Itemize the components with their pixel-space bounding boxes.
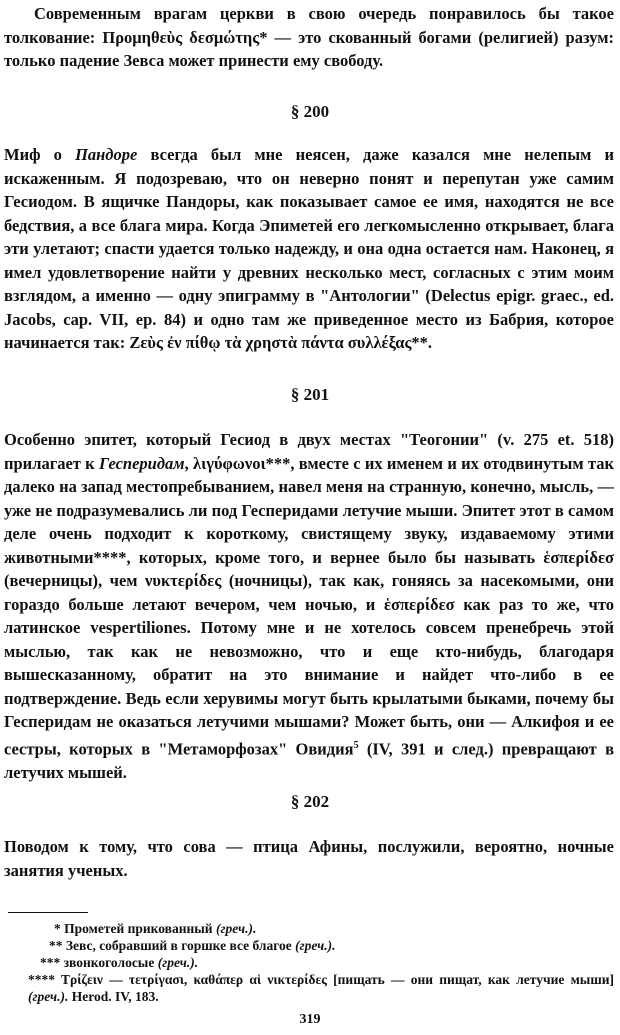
s200-text-5: **. <box>411 333 433 352</box>
section-heading-202: § 202 <box>290 792 330 811</box>
section-200-paragraph <box>4 143 614 355</box>
s200-greek-quote: Ζεὺς ἐν πίθῳ τὰ χρηστὰ πάντα συλλέξας <box>129 333 412 352</box>
section-201-paragraph <box>4 428 614 784</box>
footnotes <box>4 920 614 1005</box>
intro-paragraph <box>4 2 614 73</box>
section-202-paragraph: Поводом к тому, что сова — птица Афины, послужили, вероятно, ночные занятия ученых. <box>4 837 614 880</box>
footnote-2: ** Зевс, собравший в горшке все благое (греч.). <box>49 938 336 953</box>
s200-pandora: Пандоре <box>75 145 138 164</box>
footnote-3: *** звонкоголосые (греч.). <box>40 955 199 970</box>
s201-greek-1: λιγύφωνοι <box>193 453 266 473</box>
page-number: 319 <box>299 1012 321 1027</box>
s201-greek-3: νυκτερίδες <box>145 571 222 590</box>
intro-text-2: * — это скованный богами (религией) разум: только падение Зевса может принести ему свободу. <box>4 27 614 70</box>
s200-text-3: всегда был мне неясен, даже казался мне нелепым и искаженным. Я подозреваю, что он неверно понят и перепутан уже самим Гесиодом. В ящичке Пандоры, как показывает самое ее имя, находятся не все бедствия, а все блага мира. Когда Эпиметей его легкомысленно открывает, блага эти улетают; спасти удается только надежду, и она одна остается нам. Наконец, я имел удовлетворение найти у древних несколько мест, согласных с этим моим взглядом, а именно — одну эпиграмму в "Антологии" (Delectus epigr. graec., ed. Jacobs, cap. VII, ep. 84) и одно там же приведенное место из Бабрия, которое начинается так: <box>4 145 614 352</box>
s201-text-9: (ночницы), так как, гоняясь за насекомыми, они гораздо больше летают вечером, чем ночью, и <box>4 571 614 614</box>
s201-text-13: (IV, 391 и след.) превращают в летучих мышей. <box>4 739 614 782</box>
s201-superscript: 5 <box>353 739 359 751</box>
intro-greek-title: Προμηθεὺς δεσμώτης <box>102 27 260 47</box>
s201-text-5: ***, вместе с их именем и их отодвинутым так далеко на запад местопребыванием, навел меня на странную, конечно, мысль, — уже не подразумевались ли под Гесперидами летучие мыши. Эпитет этот в самом деле очень подходит к короткому, свистящему звуку, издаваемому этими животными****, которых, кроме того, и вернее было бы называть <box>4 453 615 567</box>
s201-greek-4: ἑσπερίδεσ <box>383 594 455 614</box>
s201-greek-2: ἑσπερίδεσ <box>543 547 614 567</box>
footnote-divider <box>8 912 88 913</box>
s201-text-3: , <box>184 453 193 473</box>
section-heading-201: § 201 <box>290 385 330 404</box>
s201-text-11: как раз то же, что латинское vespertiliones. Потому мне и не хотелось совсем пренебречь этой мыслью, так как не невозможно, что и еще кто-нибудь, благодаря вышесказанному, обратит на это внимание и найдет что-либо в ее подтверждение. Ведь если херувимы могут быть крылатыми быками, почему бы Гесперидам не оказаться летучими мышами? Может быть, они — Алкифоя и ее сестры, которых в "Метаморфозах" Овидия <box>4 594 614 758</box>
intro-text-1: Современным врагам церкви в свою очередь понравилось бы такое толкование: <box>4 4 614 47</box>
s201-hesperides: Гесперидам <box>98 453 185 473</box>
section-heading-200: § 200 <box>290 102 330 121</box>
footnote-4: **** Τρίζειν — τετρίγασι, καθάπερ αἱ νικτερίδες [пищать — они пищат, как летучие мыши] (греч.). Herod. IV, 183. <box>28 972 614 1004</box>
s201-text-7: (вечерницы), чем <box>4 571 146 590</box>
s200-text-1: Миф о <box>4 145 76 164</box>
s201-text-1: Особенно эпитет, который Гесиод в двух местах "Теогонии" (v. 275 et. 518) прилагает к <box>4 430 614 473</box>
footnote-1: * Прометей прикованный (греч.). <box>54 921 257 936</box>
